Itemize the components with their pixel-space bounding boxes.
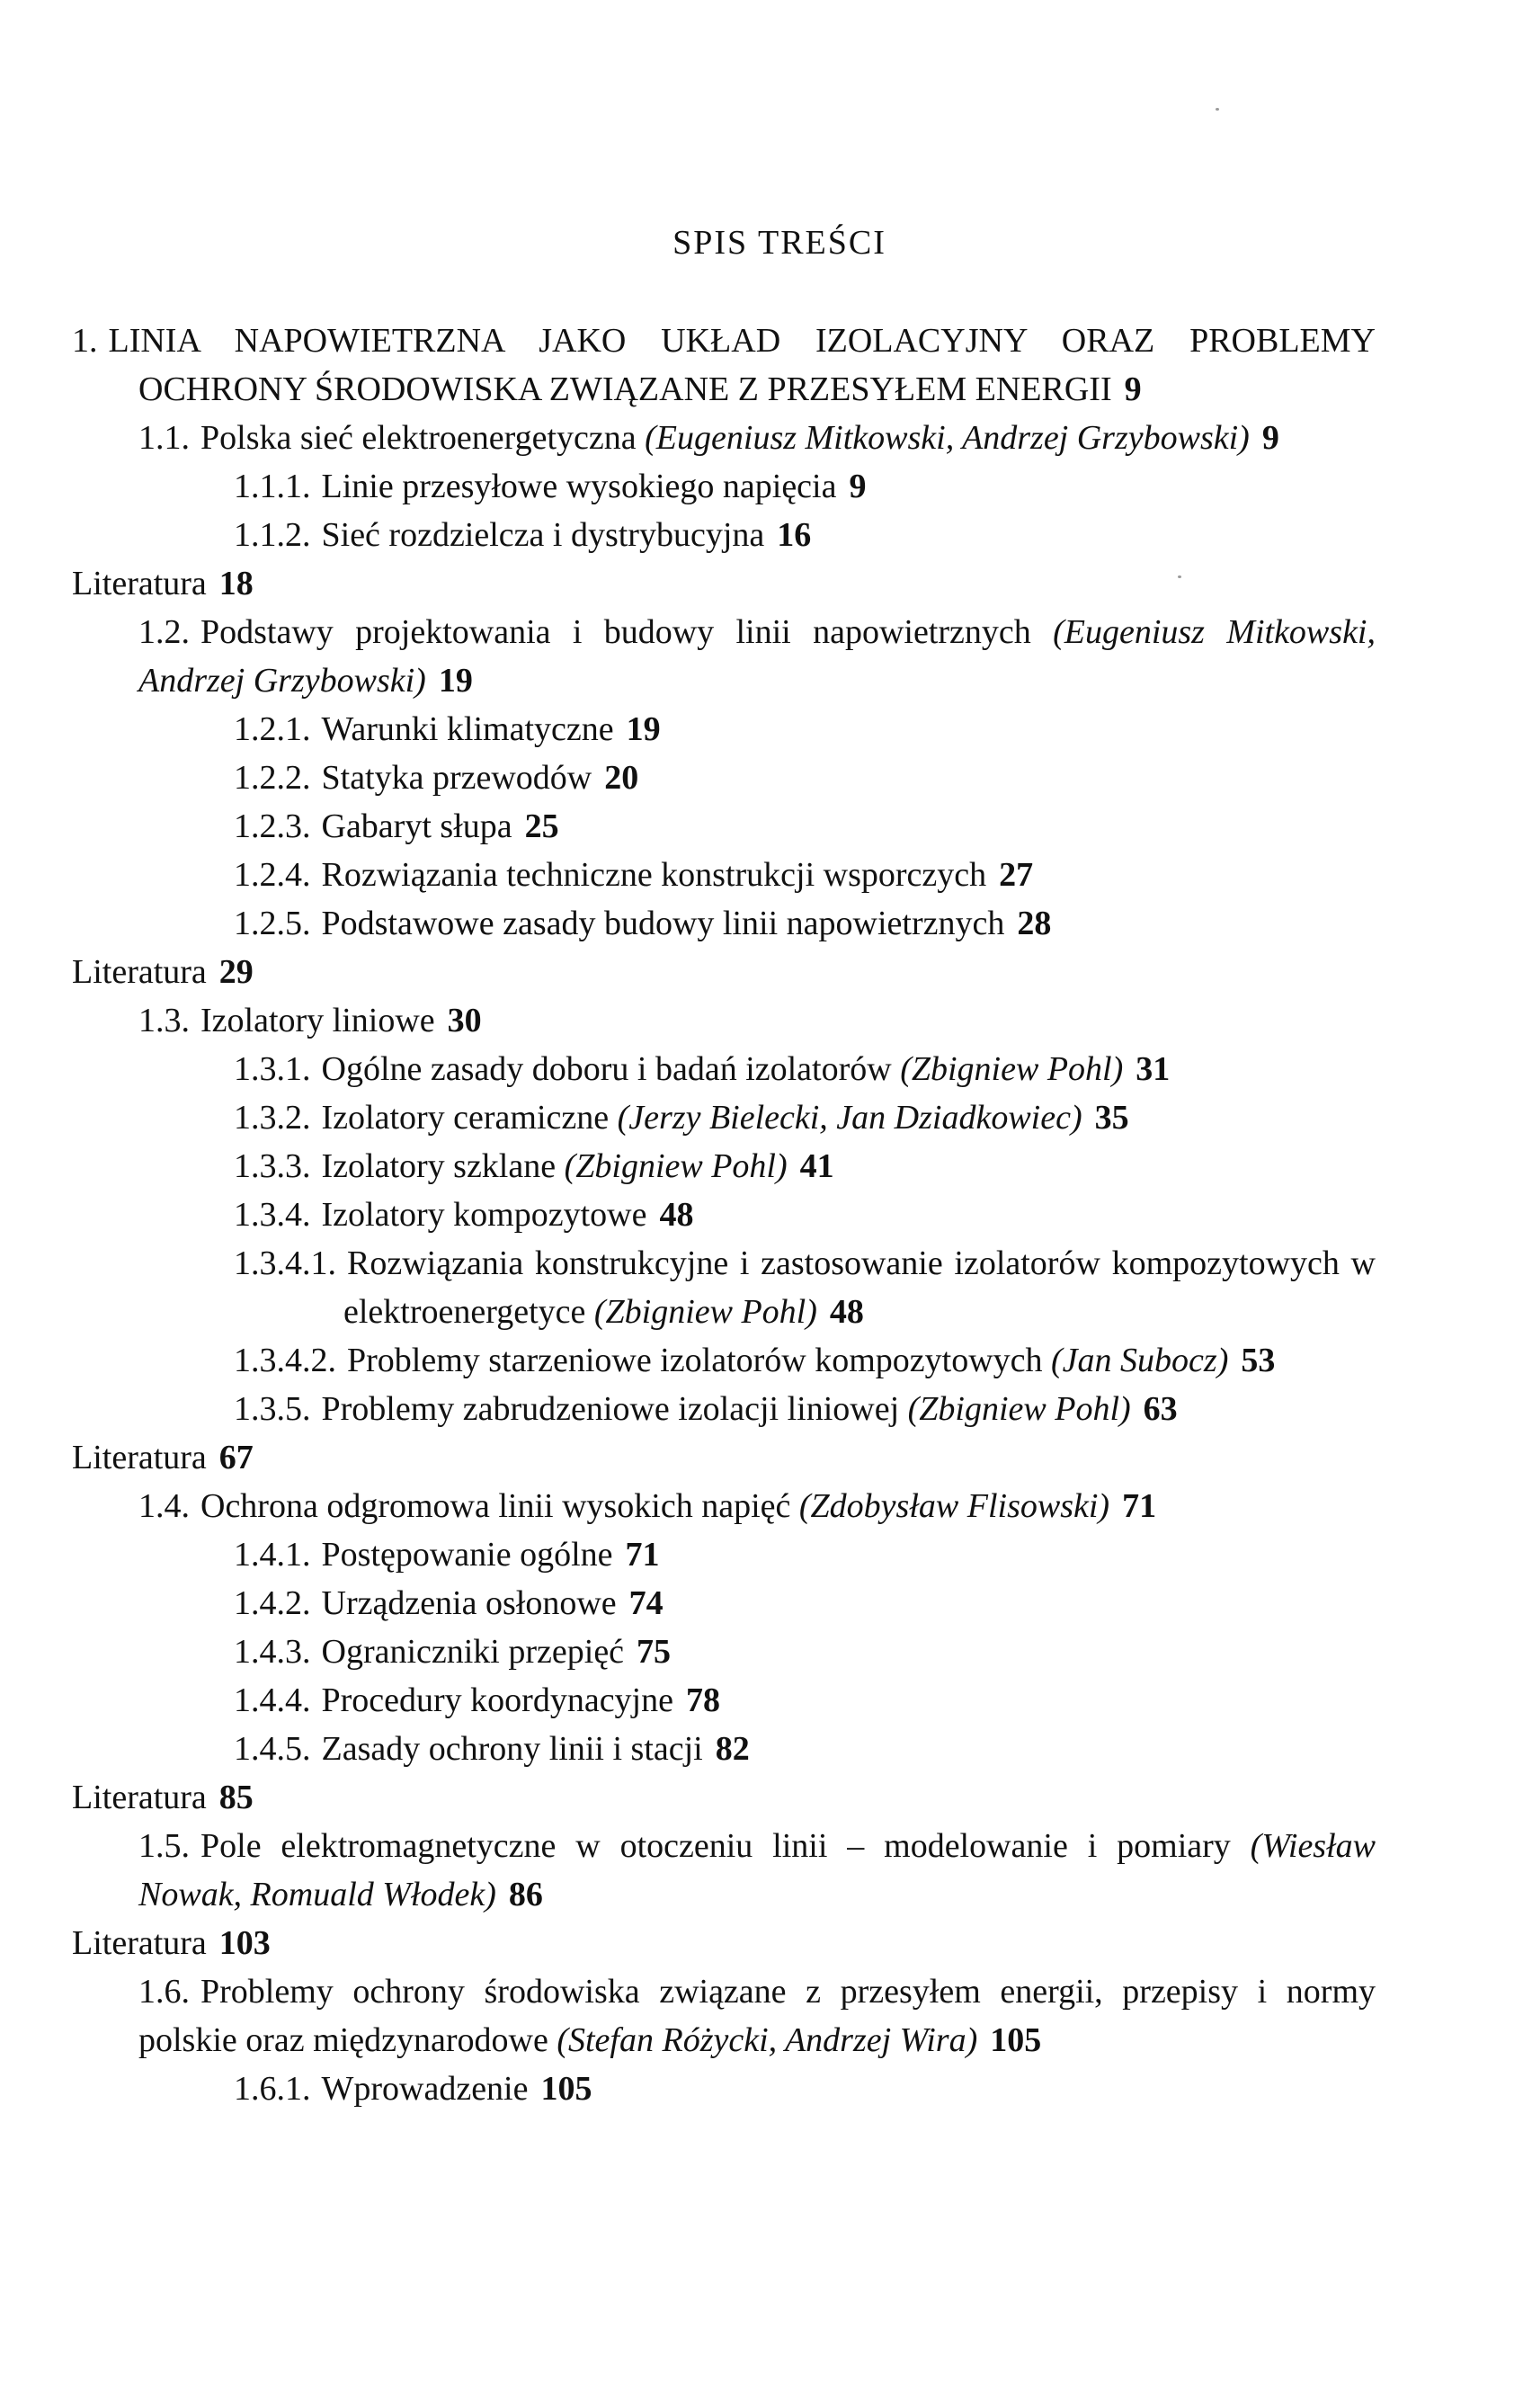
toc-entry-1-6: 1.6. Problemy ochrony środowiska związane z przesyłem energii, przepisy i normy polskie oraz międzynarodowe (Stefan Różycki, Andrzej Wira) 105 xyxy=(138,1973,1376,2059)
page-number: 74 xyxy=(628,1584,664,1622)
toc-entry-literatura: Literatura 85 xyxy=(72,1779,254,1816)
page-number: 28 xyxy=(1017,905,1052,942)
page-number: 78 xyxy=(686,1681,720,1719)
table-of-contents xyxy=(72,317,1376,2113)
page-number: 48 xyxy=(829,1293,864,1331)
page-number: 82 xyxy=(715,1730,750,1768)
authors: (Eugeniusz Mitkowski, Andrzej Grzybowski) xyxy=(645,419,1250,457)
page-number: 105 xyxy=(990,2021,1042,2059)
page-number: 41 xyxy=(799,1147,834,1185)
toc-entry-1-1-2: 1.1.2. Sieć rozdzielcza i dystrybucyjna 16 xyxy=(234,516,812,554)
toc-entry-1-4-4: 1.4.4. Procedury koordynacyjne 78 xyxy=(234,1681,720,1719)
toc-entry-1-3-4-1: 1.3.4.1. Rozwiązania konstrukcyjne i zastosowanie izolatorów kompozytowych w elektroenergetyce (Zbigniew Pohl) 48 xyxy=(234,1244,1376,1331)
toc-entry-1-4-2: 1.4.2. Urządzenia osłonowe 74 xyxy=(234,1584,664,1622)
scan-speck xyxy=(1216,108,1219,111)
page-number: 9 xyxy=(849,468,867,505)
toc-entry-1-2-4: 1.2.4. Rozwiązania techniczne konstrukcji wsporczych 27 xyxy=(234,856,1034,894)
page-number: 30 xyxy=(447,1002,482,1039)
page-number: 9 xyxy=(1124,370,1142,408)
toc-entry-1-3-4-2: 1.3.4.2. Problemy starzeniowe izolatorów kompozytowych (Jan Subocz) 53 xyxy=(234,1342,1276,1379)
toc-entry-1-4-3: 1.4.3. Ograniczniki przepięć 75 xyxy=(234,1633,672,1671)
toc-entry-chapter-1: 1. LINIA NAPOWIETRZNA JAKO UKŁAD IZOLACYJNY ORAZ PROBLEMY OCHRONY ŚRODOWISKA ZWIĄZANE Z PRZESYŁEM ENERGII 9 xyxy=(72,322,1376,408)
authors: (Zbigniew Pohl) xyxy=(564,1147,788,1185)
toc-entry-1-3-4: 1.3.4. Izolatory kompozytowe 48 xyxy=(234,1196,694,1234)
authors: (Jan Subocz) xyxy=(1051,1342,1229,1379)
toc-entry-1-2: 1.2. Podstawy projektowania i budowy linii napowietrznych (Eugeniusz Mitkowski, Andrzej Grzybowski) 19 xyxy=(138,613,1376,700)
page-number: 105 xyxy=(540,2070,592,2108)
toc-entry-1-3-5: 1.3.5. Problemy zabrudzeniowe izolacji liniowej (Zbigniew Pohl) 63 xyxy=(234,1390,1178,1428)
authors: (Jerzy Bielecki, Jan Dziadkowiec) xyxy=(617,1099,1082,1137)
page-number: 75 xyxy=(637,1633,672,1671)
authors: (Zbigniew Pohl) xyxy=(907,1390,1131,1428)
authors: (Zdobysław Flisowski) xyxy=(798,1487,1110,1525)
page-number: 67 xyxy=(218,1439,254,1476)
authors: (Wiesław Nowak, Romuald Włodek) xyxy=(138,1827,1376,1913)
scan-speck xyxy=(1178,575,1181,578)
toc-entry-1-4: 1.4. Ochrona odgromowa linii wysokich napięć (Zdobysław Flisowski) 71 xyxy=(138,1487,1157,1525)
page-title: SPIS TREŚCI xyxy=(672,224,886,262)
toc-entry-literatura: Literatura 67 xyxy=(72,1439,254,1476)
page-number: 63 xyxy=(1143,1390,1178,1428)
page-number: 25 xyxy=(524,807,559,845)
toc-entry-literatura: Literatura 29 xyxy=(72,953,254,991)
page-number: 20 xyxy=(604,759,639,797)
toc-entry-literatura: Literatura 18 xyxy=(72,565,254,602)
toc-entry-1-3-2: 1.3.2. Izolatory ceramiczne (Jerzy Bielecki, Jan Dziadkowiec) 35 xyxy=(234,1099,1129,1137)
page-number: 86 xyxy=(508,1876,543,1913)
authors: (Zbigniew Pohl) xyxy=(593,1293,817,1331)
toc-entry-1-5: 1.5. Pole elektromagnetyczne w otoczeniu linii – modelowanie i pomiary (Wiesław Nowak, Romuald Włodek) 86 xyxy=(138,1827,1376,1913)
toc-entry-1-3: 1.3. Izolatory liniowe 30 xyxy=(138,1002,482,1039)
page-number: 27 xyxy=(999,856,1034,894)
page-number: 19 xyxy=(438,662,473,700)
page-number: 53 xyxy=(1241,1342,1276,1379)
toc-entry-1-1: 1.1. Polska sieć elektroenergetyczna (Eugeniusz Mitkowski, Andrzej Grzybowski) 9 xyxy=(138,419,1279,457)
authors: (Stefan Różycki, Andrzej Wira) xyxy=(557,2021,978,2059)
toc-entry-1-2-3: 1.2.3. Gabaryt słupa 25 xyxy=(234,807,559,845)
page-number: 71 xyxy=(1122,1487,1157,1525)
toc-entry-1-1-1: 1.1.1. Linie przesyłowe wysokiego napięcia 9 xyxy=(234,468,867,505)
page-number: 18 xyxy=(218,565,254,602)
authors: (Zbigniew Pohl) xyxy=(900,1050,1124,1088)
toc-entry-1-2-1: 1.2.1. Warunki klimatyczne 19 xyxy=(234,710,661,748)
toc-entry-1-2-5: 1.2.5. Podstawowe zasady budowy linii napowietrznych 28 xyxy=(234,905,1052,942)
toc-entry-1-3-1: 1.3.1. Ogólne zasady doboru i badań izolatorów (Zbigniew Pohl) 31 xyxy=(234,1050,1171,1088)
page-number: 9 xyxy=(1261,419,1279,457)
toc-entry-1-2-2: 1.2.2. Statyka przewodów 20 xyxy=(234,759,639,797)
page-number: 85 xyxy=(218,1779,254,1816)
toc-entry-1-6-1: 1.6.1. Wprowadzenie 105 xyxy=(234,2070,592,2108)
page-number: 19 xyxy=(626,710,661,748)
toc-entry-1-4-5: 1.4.5. Zasady ochrony linii i stacji 82 xyxy=(234,1730,750,1768)
page-number: 103 xyxy=(218,1924,271,1962)
toc-entry-1-3-3: 1.3.3. Izolatory szklane (Zbigniew Pohl) 41 xyxy=(234,1147,834,1185)
toc-entry-1-4-1: 1.4.1. Postępowanie ogólne 71 xyxy=(234,1536,660,1574)
page-number: 48 xyxy=(659,1196,694,1234)
page-number: 29 xyxy=(218,953,254,991)
toc-entry-literatura: Literatura 103 xyxy=(72,1924,271,1962)
page-number: 71 xyxy=(625,1536,660,1574)
page-number: 31 xyxy=(1136,1050,1171,1088)
page-number: 35 xyxy=(1094,1099,1129,1137)
page-number: 16 xyxy=(777,516,812,554)
authors: (Eugeniusz Mitkowski, Andrzej Grzybowski) xyxy=(138,613,1376,700)
